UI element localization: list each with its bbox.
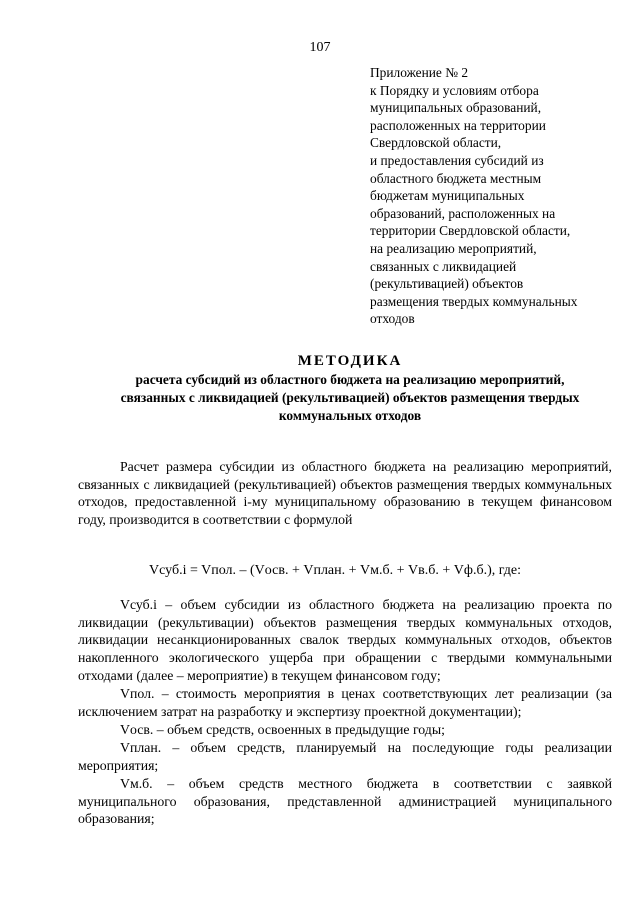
- title-sub-line: коммунальных отходов: [278, 408, 422, 423]
- title-sub-line: связанных с ликвидацией (рекультивацией) объектов размещения твердых: [120, 390, 580, 405]
- definition-paragraph: Vсуб.i – объем субсидии из областного бюджета на реализацию проекта по ликвидации (рекультивации) объектов размещения твердых коммунальных отходов, ликвидации несанкционированных свалок твердых коммунальных отходов, объектов накопленного экологического ущерба при обращении с твердыми коммунальными отходами (далее – мероприятие) в текущем финансовом году;: [78, 597, 612, 683]
- appendix-line: и предоставления субсидий из: [370, 152, 544, 168]
- appendix-line: размещения твердых коммунальных: [370, 293, 578, 309]
- appendix-line: областного бюджета местным: [370, 170, 542, 186]
- appendix-line: на реализацию мероприятий,: [370, 240, 537, 256]
- definitions-section: [78, 596, 612, 829]
- definition-paragraph: Vпол. – стоимость мероприятия в ценах соответствующих лет реализации (за исключением затрат на разработку и экспертизу проектной документации);: [78, 686, 612, 719]
- intro-section: [78, 458, 612, 529]
- definition-paragraph: Vплан. – объем средств, планируемый на последующие годы реализации мероприятия;: [78, 740, 612, 773]
- document-title: [60, 352, 640, 425]
- definition-paragraph: Vосв. – объем средств, освоенных в предыдущие годы;: [120, 721, 445, 737]
- appendix-line: (рекультивацией) объектов: [370, 276, 524, 292]
- appendix-line: к Порядку и условиям отбора: [370, 82, 539, 98]
- appendix-line: муниципальных образований,: [370, 100, 542, 116]
- appendix-header: [370, 64, 620, 328]
- appendix-line: образований, расположенных на: [370, 205, 556, 221]
- appendix-line: отходов: [370, 311, 415, 327]
- appendix-line: Приложение № 2: [370, 65, 469, 80]
- title-sub-line: расчета субсидий из областного бюджета на реализацию мероприятий,: [135, 372, 565, 387]
- page-number: 107: [309, 40, 331, 55]
- appendix-line: территории Свердловской области,: [370, 223, 571, 239]
- formula: Vсуб.i = Vпол. – (Vосв. + Vплан. + Vм.б. + Vв.б. + Vф.б.), где:: [148, 563, 521, 578]
- appendix-line: связанных с ликвидацией: [370, 258, 517, 274]
- title-main: МЕТОДИКА: [297, 353, 403, 369]
- definition-paragraph: Vм.б. – объем средств местного бюджета в соответствии с заявкой муниципального образования, представленной администрацией муниципального образования;: [78, 776, 612, 827]
- appendix-line: расположенных на территории: [370, 117, 546, 133]
- appendix-line: бюджетам муниципальных: [370, 188, 525, 204]
- intro-paragraph: Расчет размера субсидии из областного бюджета на реализацию мероприятий, связанных с ликвидацией (рекультивацией) объектов размещения твердых коммунальных отходов, предоставленной i-му муниципальному образованию в текущем финансовом году, производится в соответствии с формулой: [78, 459, 612, 528]
- appendix-line: Свердловской области,: [370, 135, 502, 151]
